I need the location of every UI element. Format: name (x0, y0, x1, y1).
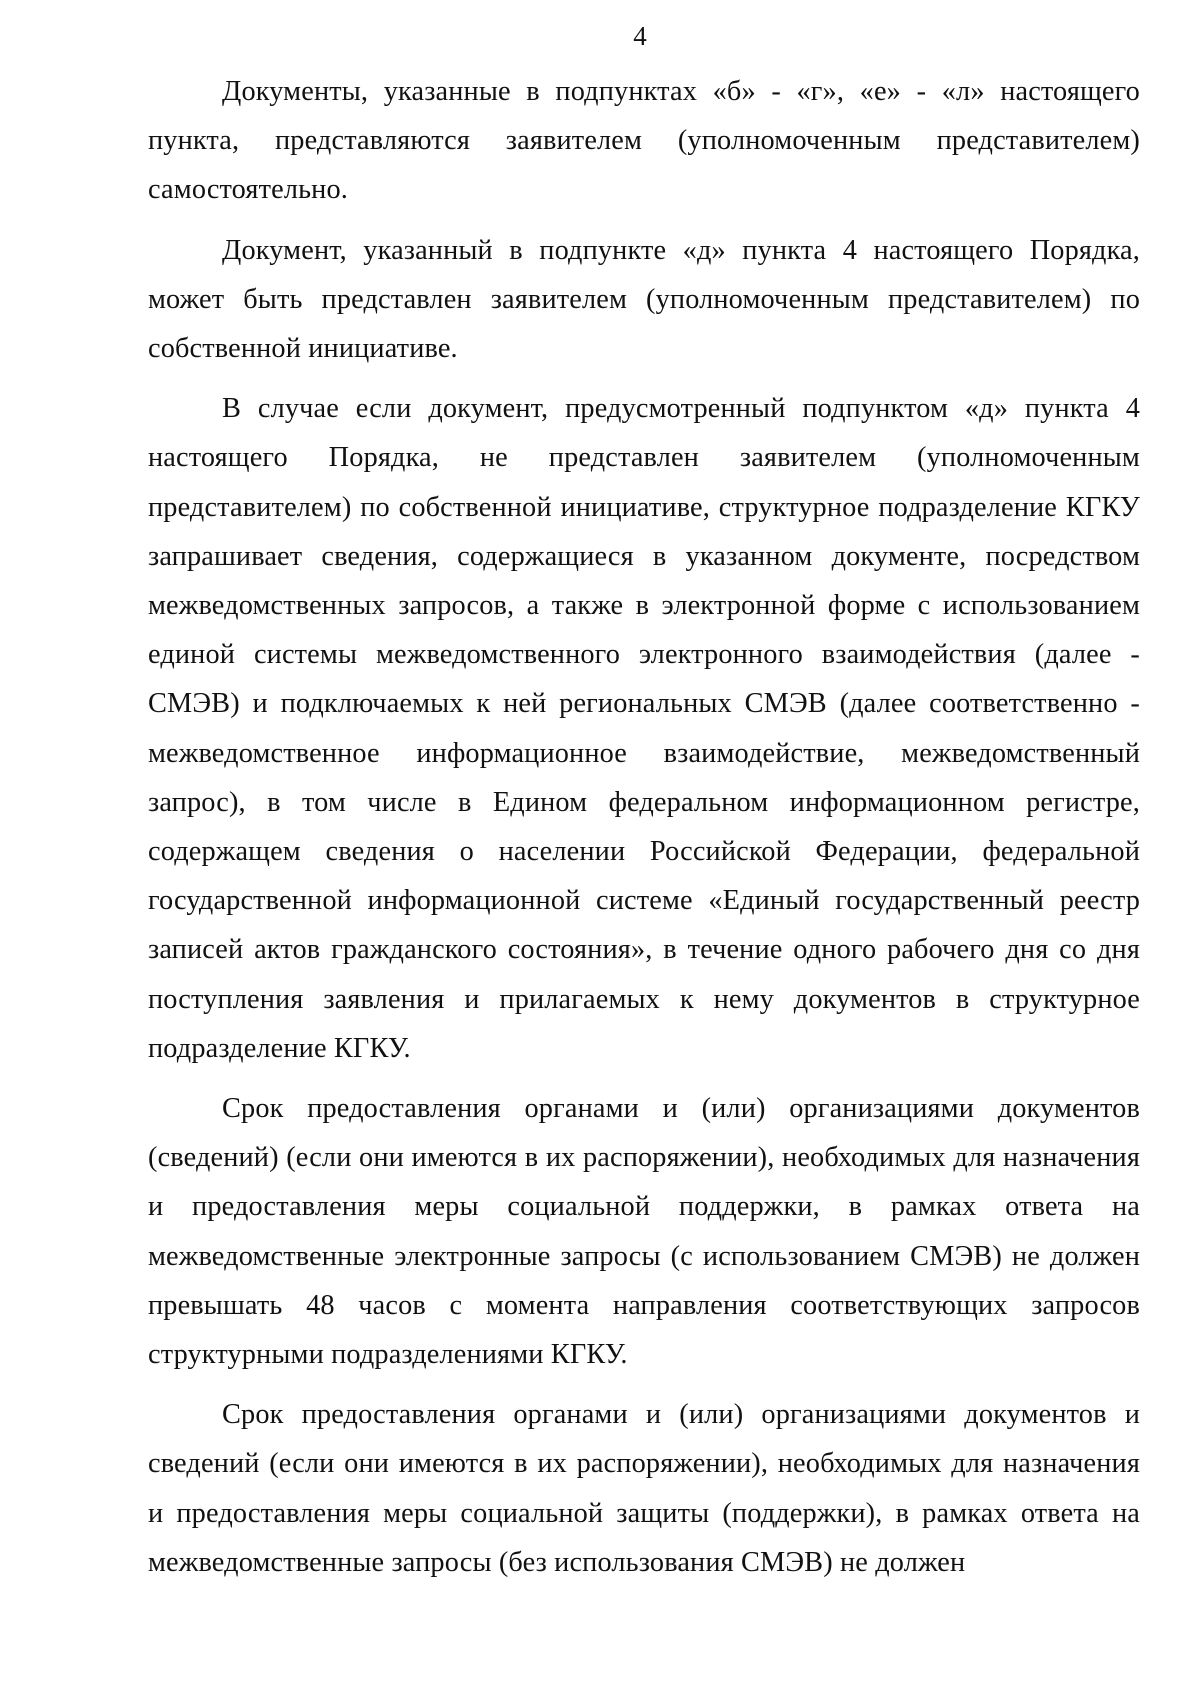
document-body (148, 67, 1140, 1587)
page-number: 4 (633, 21, 647, 51)
paragraph-electronic-response-deadline: Срок предоставления органами и (или) организациями документов (сведений) (если они имеются в их распоряжении), необходимых для назначения и предоставления меры социальной поддержки, в рамках ответа на межведомственные электронные запросы (с использованием СМЭВ) не должен превышать 48 часов с момента направления соответствующих запросов структурными подразделениями КГКУ. (148, 1093, 1140, 1371)
paragraph-documents-self-submitted: Документы, указанные в подпунктах «б» - «г», «е» - «л» настоящего пункта, представляются заявителем (уполномоченным представителем) самостоятельно. (148, 76, 1140, 206)
paragraph-interagency-request: В случае если документ, предусмотренный подпунктом «д» пункта 4 настоящего Порядка, не представлен заявителем (уполномоченным представителем) по собственной инициативе, структурное подразделение КГКУ запрашивает сведения, содержащиеся в указанном документе, посредством межведомственных запросов, а также в электронной форме с использованием единой системы межведомственного электронного взаимодействия (далее - СМЭВ) и подключаемых к ней региональных СМЭВ (далее соответственно - межведомственное информационное взаимодействие, межведомственный запрос), в том числе в Едином федеральном информационном регистре, содержащем сведения о населении Российской Федерации, федеральной государственной информационной системе «Единый государственный реестр записей актов гражданского состояния», в течение одного рабочего дня со дня поступления заявления и прилагаемых к нему документов в структурное подразделение КГКУ. (148, 393, 1140, 1064)
paragraph-paper-response-deadline: Срок предоставления органами и (или) организациями документов и сведений (если они имеются в их распоряжении), необходимых для назначения и предоставления меры социальной защиты (поддержки), в рамках ответа на межведомственные запросы (без использования СМЭВ) не должен (148, 1399, 1140, 1578)
paragraph-document-own-initiative: Документ, указанный в подпункте «д» пункта 4 настоящего Порядка, может быть представлен заявителем (уполномоченным представителем) по собственной инициативе. (148, 234, 1140, 365)
